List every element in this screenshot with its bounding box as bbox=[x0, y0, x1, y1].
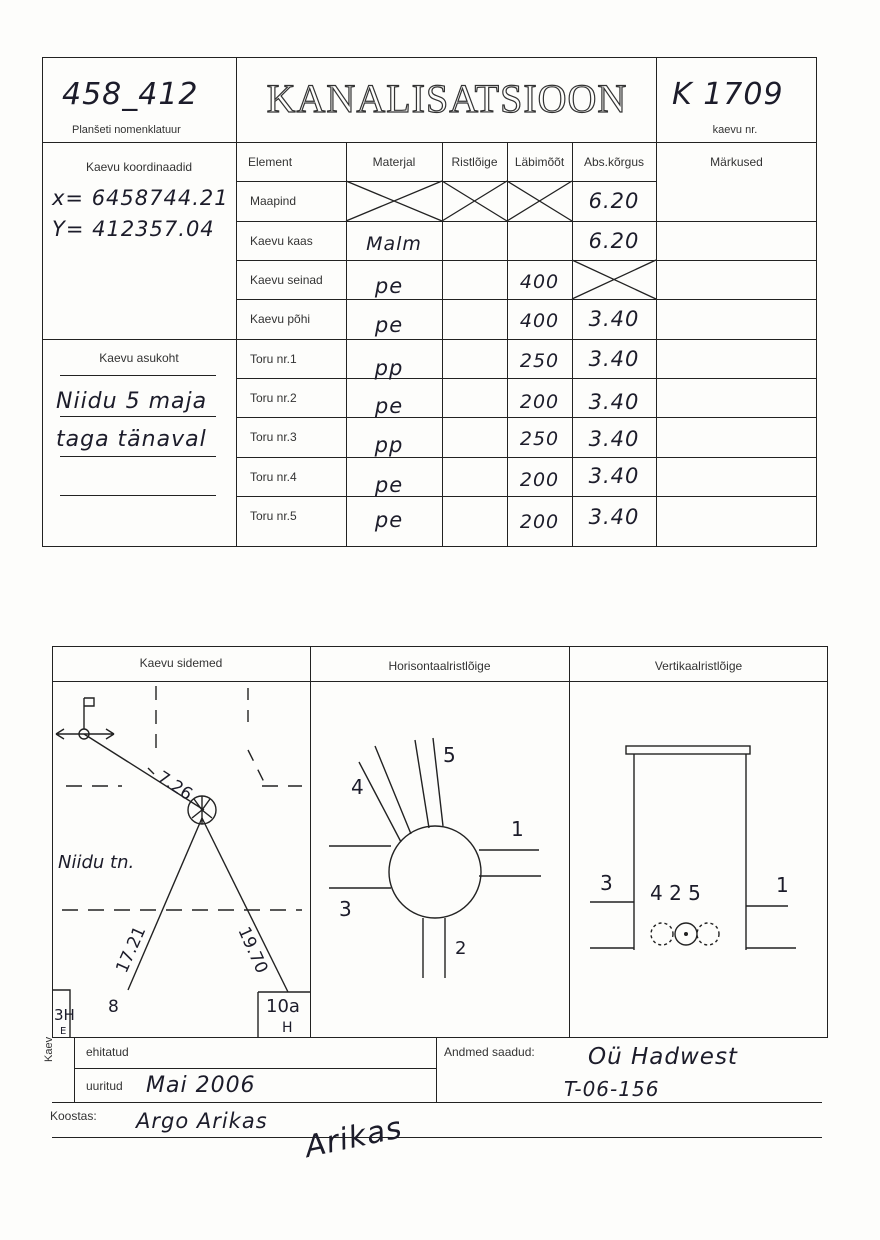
well-lid bbox=[626, 746, 750, 754]
row-element: Toru nr.3 bbox=[250, 430, 297, 444]
pipe-circle-5 bbox=[697, 923, 719, 945]
vertical-section-sketch bbox=[570, 682, 828, 1038]
vertical-label-right: 1 bbox=[776, 873, 789, 897]
compiled-value: Argo Arikas bbox=[136, 1109, 268, 1133]
surveyed-value: Mai 2006 bbox=[146, 1072, 256, 1098]
row-material: pp bbox=[374, 355, 404, 380]
house-right-sub: H bbox=[282, 1020, 293, 1036]
row-height: 3.40 bbox=[588, 389, 640, 414]
divider bbox=[74, 1068, 436, 1069]
vertical-section-title: Vertikaalristlõige bbox=[654, 659, 743, 673]
horizontal-section-title: Horisontaalristlõige bbox=[388, 659, 491, 673]
house-left-label: 8 bbox=[108, 997, 119, 1017]
divider bbox=[52, 1137, 822, 1138]
surveyed-label: uuritud bbox=[86, 1079, 123, 1093]
tie-distance-top: 7.26 bbox=[153, 767, 196, 805]
row-height: 6.20 bbox=[588, 228, 640, 253]
data-source-code: T-06-156 bbox=[564, 1077, 660, 1101]
col-header-diameter: Läbimõõt bbox=[514, 155, 565, 169]
location-label: Kaevu asukoht bbox=[99, 351, 179, 365]
tie-line-left bbox=[128, 818, 202, 990]
location-line-2: taga tänaval bbox=[56, 426, 207, 452]
location-line-1: Niidu 5 maja bbox=[56, 388, 208, 414]
row-diameter: 200 bbox=[519, 390, 560, 413]
row-element: Toru nr.4 bbox=[250, 469, 297, 484]
row-material: pe bbox=[374, 312, 404, 337]
row-material: Malm bbox=[366, 232, 422, 255]
crossed-cells bbox=[0, 0, 880, 560]
pipe-left bbox=[590, 902, 634, 948]
pipe-1 bbox=[479, 850, 541, 876]
pipe-5 bbox=[415, 738, 443, 828]
row-material: pe bbox=[374, 393, 404, 418]
house-right-label: 10a bbox=[266, 996, 300, 1017]
pipe-2 bbox=[423, 918, 445, 978]
row-diameter: 250 bbox=[519, 427, 560, 450]
dashed-line bbox=[248, 688, 264, 782]
row-height: 3.40 bbox=[588, 504, 640, 529]
row-diameter: 400 bbox=[519, 309, 560, 332]
pipe-label-5: 5 bbox=[443, 743, 456, 767]
divider bbox=[436, 1038, 437, 1102]
tie-distance-left: 17.21 bbox=[112, 923, 151, 977]
ties-sketch bbox=[52, 682, 310, 1038]
row-element: Toru nr.1 bbox=[250, 351, 297, 366]
divider bbox=[74, 1038, 75, 1102]
row-height: 3.40 bbox=[588, 307, 640, 331]
row-height: 6.20 bbox=[588, 189, 640, 213]
data-source-value: Oü Hadwest bbox=[588, 1044, 738, 1070]
horizontal-section-sketch bbox=[311, 682, 569, 1038]
data-source-label: Andmed saadud: bbox=[444, 1045, 535, 1059]
tie-line-right bbox=[202, 818, 288, 992]
row-diameter: 200 bbox=[519, 510, 560, 533]
row-element: Toru nr.5 bbox=[250, 509, 297, 523]
col-header-notes: Märkused bbox=[710, 155, 763, 169]
row-height: 3.40 bbox=[588, 346, 640, 371]
col-header-cross: Ristlõige bbox=[451, 155, 498, 169]
row-diameter: 250 bbox=[519, 349, 560, 372]
sheet-label: Planšeti nomenklatuur bbox=[72, 124, 181, 136]
col-header-height: Abs.kõrgus bbox=[583, 155, 645, 169]
street-label: Niidu tn. bbox=[58, 852, 135, 873]
corner-label: 3H bbox=[54, 1006, 75, 1024]
row-height: 3.40 bbox=[588, 463, 640, 488]
pipe-circle-4 bbox=[651, 923, 673, 945]
pipe-label-4: 4 bbox=[351, 775, 364, 799]
sheet-number: 458_412 bbox=[62, 76, 199, 112]
row-height: 3.40 bbox=[588, 426, 640, 451]
well-number: K 1709 bbox=[672, 76, 784, 112]
row-element: Maapind bbox=[250, 194, 297, 208]
row-element: Kaevu seinad bbox=[250, 272, 323, 287]
compiled-label: Koostas: bbox=[50, 1109, 97, 1123]
pipe-right bbox=[746, 906, 796, 948]
pipe-4 bbox=[359, 746, 411, 842]
row-element: Toru nr.2 bbox=[250, 390, 297, 405]
row-material: pe bbox=[374, 507, 404, 532]
row-diameter: 400 bbox=[519, 270, 560, 293]
well-circle bbox=[389, 826, 481, 918]
row-element: Kaevu kaas bbox=[250, 233, 313, 248]
vertical-label-left: 3 bbox=[600, 871, 613, 895]
row-material: pe bbox=[374, 472, 404, 497]
pipe-label-3: 3 bbox=[339, 897, 352, 921]
row-material: pe bbox=[374, 273, 404, 298]
tie-distance-right: 19.70 bbox=[233, 923, 272, 977]
well-side-label: Kaev bbox=[43, 1036, 55, 1062]
well-label: kaevu nr. bbox=[712, 124, 758, 136]
built-label: ehitatud bbox=[86, 1045, 129, 1059]
coord-y: Y= 412357.04 bbox=[52, 217, 215, 241]
ties-title: Kaevu sidemed bbox=[139, 656, 223, 670]
pipe-label-2: 2 bbox=[455, 938, 467, 959]
col-header-material: Materjal bbox=[372, 155, 416, 169]
coords-label: Kaevu koordinaadid bbox=[85, 160, 193, 174]
vertical-label-middle: 4 2 5 bbox=[650, 881, 701, 905]
row-element: Kaevu põhi bbox=[250, 312, 311, 326]
col-header-element: Element bbox=[248, 155, 293, 169]
row-material: pp bbox=[374, 432, 404, 457]
corner-sub: E bbox=[60, 1026, 67, 1037]
coord-x: x= 6458744.21 bbox=[52, 186, 229, 210]
pipe-label-1: 1 bbox=[511, 817, 524, 841]
page-title: KANALISATSIOON bbox=[266, 75, 628, 121]
pipe-3 bbox=[329, 846, 391, 888]
signature: Arikas bbox=[301, 1109, 406, 1165]
arrow-line bbox=[56, 729, 114, 739]
row-diameter: 200 bbox=[519, 468, 560, 491]
